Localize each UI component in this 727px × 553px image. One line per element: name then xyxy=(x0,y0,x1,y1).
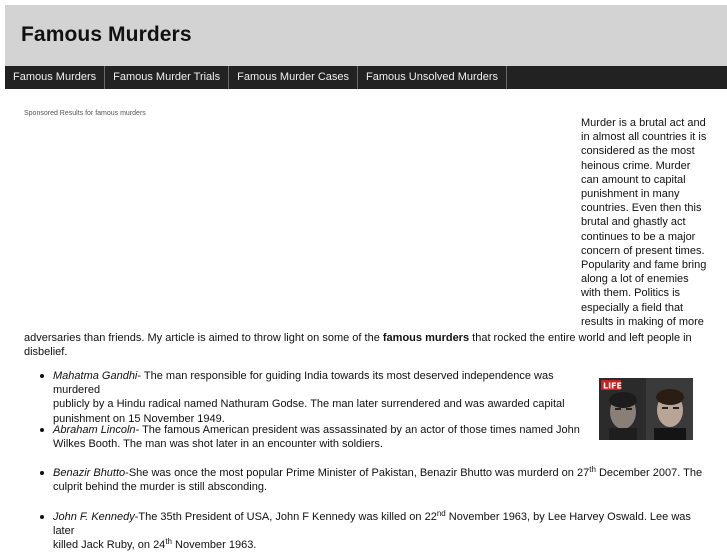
site-header xyxy=(5,5,727,66)
ordinal-suffix: nd xyxy=(436,509,446,518)
fact-text: punishment on 15 November 1949. xyxy=(53,412,225,425)
fact-text: culprit behind the murder is still absconding. xyxy=(53,481,268,494)
nav-item-famous-murder-trials[interactable]: Famous Murder Trials xyxy=(105,66,229,89)
fact-text: - The man responsible for guiding India towards its most deserved independence was murdered xyxy=(53,370,554,397)
intro-keyword-famous-murders: famous murders xyxy=(382,332,470,344)
person-name: Mahatma Gandhi xyxy=(53,370,138,382)
bullet-icon xyxy=(40,374,44,378)
magazine-label: LIFE xyxy=(603,381,623,391)
fact-text: Wilkes Booth. The man was shot later in an encounter with soldiers. xyxy=(53,438,383,451)
intro-text-before: adversaries than friends. My article is aimed to throw light on some of the xyxy=(24,332,383,344)
nav-item-famous-murders[interactable]: Famous Murders xyxy=(5,66,105,89)
bullet-icon xyxy=(40,428,44,432)
fact-text: - The famous American president was assassinated by an actor of those times named John xyxy=(135,424,580,436)
fact-text: -The 35th President of USA, John F Kennedy was killed on 22 xyxy=(134,511,437,523)
fact-text: December 2007. The xyxy=(595,467,703,479)
nav-item-famous-unsolved-murders[interactable]: Famous Unsolved Murders xyxy=(358,66,507,89)
nav-item-famous-murder-cases[interactable]: Famous Murder Cases xyxy=(229,66,358,89)
fact-text: November 1963. xyxy=(171,539,257,552)
fact-text: killed Jack Ruby, on 24 xyxy=(53,539,166,552)
magazine-cover-photo-icon xyxy=(599,378,693,440)
intro-text-after: that rocked the entire world and left people in disbelief. xyxy=(24,332,692,359)
person-name: Benazir Bhutto xyxy=(53,467,126,479)
intro-paragraph-continuation xyxy=(24,331,710,359)
main-navigation xyxy=(5,66,727,89)
bullet-icon xyxy=(40,471,44,475)
person-name: John F. Kennedy xyxy=(53,511,135,523)
person-name: Abraham Lincoln xyxy=(53,424,136,436)
fact-text: November 1963, by Lee Harvey Oswald. Lee was later xyxy=(53,511,691,538)
ordinal-suffix: th xyxy=(589,465,596,474)
site-title[interactable]: Famous Murders xyxy=(21,23,192,46)
fact-text: -She was once the most popular Prime Minister of Pakistan, Benazir Bhutto was murderd on 27 xyxy=(125,467,590,479)
intro-paragraph-side: Murder is a brutal act and in almost all countries it is considered as the most heinous crime. Murder can amount to capital punishment in many countries. Even then this brutal and ghastly act continues to be a major concern of present times. Popularity and fame bring along a lot of enemies with them. Politics is especially a field that results in making of more xyxy=(581,117,707,328)
fact-text: publicly by a Hindu radical named Nathuram Godse. The man later surrendered and was awarded capital xyxy=(53,398,565,411)
bullet-icon xyxy=(40,515,44,519)
ordinal-suffix: th xyxy=(165,537,172,547)
photo-illustration xyxy=(599,378,693,440)
sponsored-results-label[interactable]: Sponsored Results for famous murders xyxy=(24,110,146,117)
